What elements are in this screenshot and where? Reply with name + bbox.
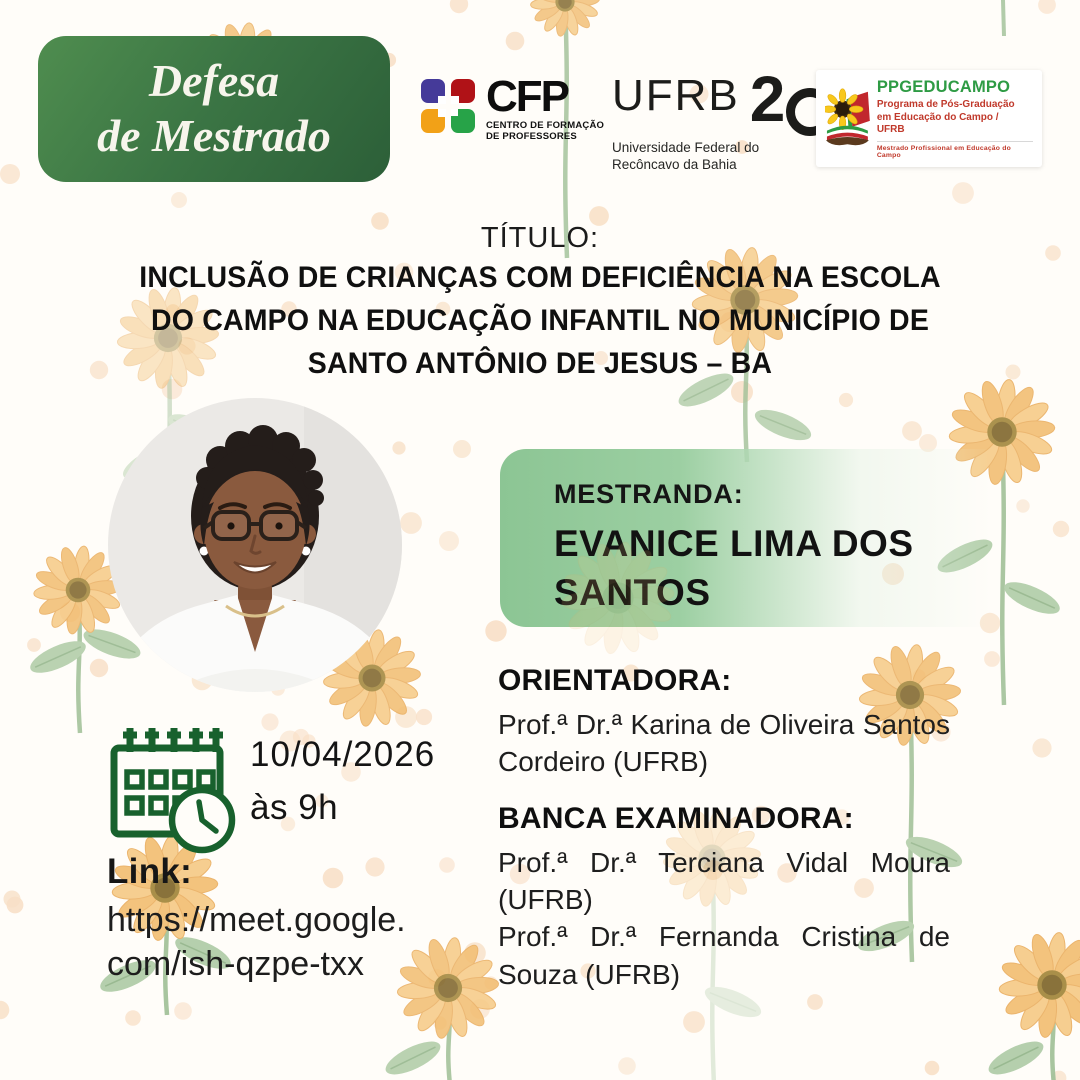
thesis-title: INCLUSÃO DE CRIANÇAS COM DEFICIÊNCIA NA ESCOLA DO CAMPO NA EDUCAÇÃO INFANTIL NO MUNICÍPIO DE SANTO ANTÔNIO DE JESUS – BA xyxy=(139,261,941,381)
meeting-link-section xyxy=(107,852,406,986)
advisor-name: Prof.ª Dr.ª Karina de Oliveira Santos Cordeiro (UFRB) xyxy=(498,709,950,778)
committee-section xyxy=(498,802,950,993)
student-banner xyxy=(500,449,1012,627)
event-type-badge xyxy=(38,36,390,182)
ppgeducampo-subtitle: Programa de Pós-Graduação em Educação do Campo / UFRB xyxy=(876,99,1015,135)
url-line: com/ish-qzpe-txx xyxy=(107,945,364,984)
ufrb-subtitle: Universidade Federal do Recôncavo da Bahia xyxy=(612,140,760,172)
ppgeducampo-name: PPGEDUCAMPO xyxy=(876,78,1011,96)
student-photo xyxy=(108,398,402,692)
committee-label: BANCA EXAMINADORA: xyxy=(498,802,854,835)
defense-date: 10/04/2026 xyxy=(250,735,436,774)
link-label: Link: xyxy=(107,852,193,891)
url-line: https://meet.google. xyxy=(107,901,406,939)
ufrb-acronym: UFRB xyxy=(612,71,740,120)
committee-member: Prof.ª Dr.ª Terciana Vidal Moura (UFRB) xyxy=(498,847,950,916)
calendar-clock-icon xyxy=(104,722,236,854)
divider xyxy=(877,141,1033,142)
ppgeducampo-logo xyxy=(816,70,1042,167)
advisor-label: ORIENTADORA: xyxy=(498,664,732,697)
defense-time: às 9h xyxy=(250,788,339,827)
schedule xyxy=(250,735,435,828)
student-label: MESTRANDA: xyxy=(554,479,744,509)
title-label: TÍTULO: xyxy=(480,222,600,254)
ppgeducampo-sunflower-book-icon xyxy=(825,87,870,149)
ppgeducampo-tagline: Mestrado Profissional em Educação do Campo xyxy=(876,144,1011,159)
student-portrait-avatar xyxy=(108,398,402,692)
badge-line1: Defesa xyxy=(148,55,280,107)
meeting-link-url[interactable] xyxy=(107,898,406,986)
cfp-logo xyxy=(420,72,611,143)
student-name: EVANICE LIMA DOS SANTOS xyxy=(554,523,914,613)
cfp-icon xyxy=(420,78,476,134)
advisor-section xyxy=(498,664,950,780)
cfp-name: CFP xyxy=(486,72,568,121)
ufrb-anniversary-digit: 2 xyxy=(749,63,786,135)
cfp-subtitle: CENTRO DE FORMAÇÃO DE PROFESSORES xyxy=(486,119,605,143)
committee-member: Prof.ª Dr.ª Fernanda Cristina de Souza (UFRB) xyxy=(498,921,950,990)
badge-line2: de Mestrado xyxy=(97,110,331,161)
